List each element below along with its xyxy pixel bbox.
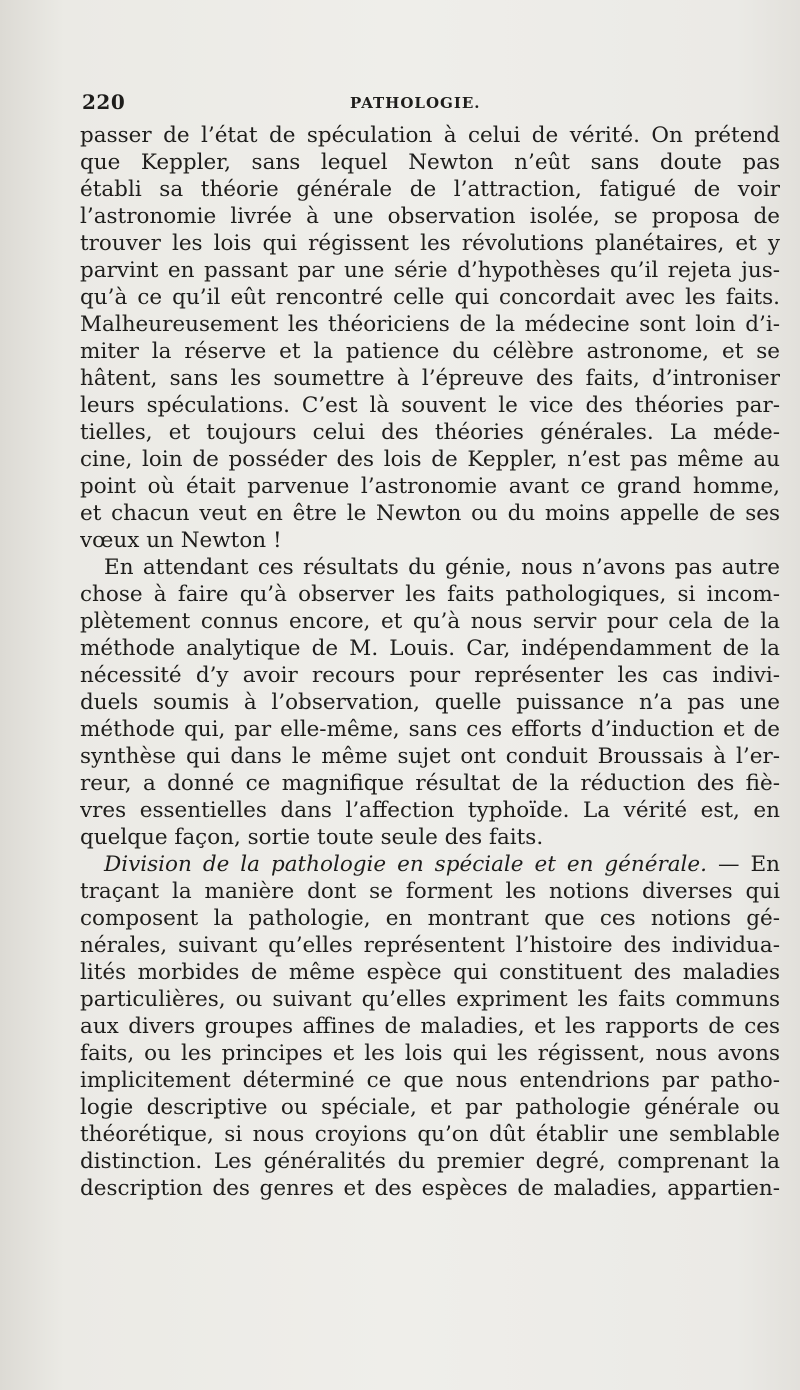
text-line: plètement connus encore, et qu’à nous servir pour cela de la (80, 609, 780, 634)
text-line: chose à faire qu’à observer les faits pathologiques, si incom- (80, 582, 780, 607)
text-line: particulières, ou suivant qu’elles expriment les faits communs (80, 987, 780, 1012)
text-line: quelque façon, sortie toute seule des faits. (80, 825, 544, 850)
text-line: En attendant ces résultats du génie, nous n’avons pas autre (104, 555, 780, 580)
running-head: PATHOLOGIE. (350, 94, 481, 112)
text-line: description des genres et des espèces de maladies, appartien- (80, 1176, 780, 1201)
text-line: tielles, et toujours celui des théories générales. La méde- (80, 420, 780, 445)
text-line: hâtent, sans les soumettre à l’épreuve des faits, d’introniser (80, 366, 780, 391)
text-line: distinction. Les généralités du premier degré, comprenant la (80, 1149, 780, 1174)
text-line: théorétique, si nous croyions qu’on dût établir une semblable (80, 1122, 780, 1147)
text-line: l’astronomie livrée à une observation isolée, se proposa de (80, 204, 780, 229)
text-line: composent la pathologie, en montrant que ces notions gé- (80, 906, 780, 931)
text-line: vœux un Newton ! (80, 528, 282, 553)
text-line: vres essentielles dans l’affection typhoïde. La vérité est, en (80, 798, 780, 823)
section-heading-line (80, 851, 780, 878)
text-line: point où était parvenue l’astronomie avant ce grand homme, (80, 474, 780, 499)
text-line: logie descriptive ou spéciale, et par pathologie générale ou (80, 1095, 780, 1120)
section-heading: Division de la pathologie en spéciale et en générale. (104, 852, 707, 877)
text-line: que Keppler, sans lequel Newton n’eût sans doute pas (80, 150, 780, 175)
text-line: aux divers groupes affines de maladies, et les rapports de ces (80, 1014, 780, 1039)
text-line: nérales, suivant qu’elles représentent l’histoire des individua- (80, 933, 780, 958)
page-number: 220 (82, 90, 126, 114)
text-line: reur, a donné ce magnifique résultat de la réduction des fiè- (80, 771, 780, 796)
text-line: miter la réserve et la patience du célèbre astronome, et se (80, 339, 780, 364)
text-line: nécessité d’y avoir recours pour représenter les cas indivi- (80, 663, 780, 688)
text-line: et chacun veut en être le Newton ou du moins appelle de ses (80, 501, 780, 526)
text-line: méthode qui, par elle-même, sans ces efforts d’induction et de (80, 717, 780, 742)
text-line: Malheureusement les théoriciens de la médecine sont loin d’i- (80, 312, 780, 337)
text-line: parvint en passant par une série d’hypothèses qu’il rejeta jus- (80, 258, 780, 283)
text-line: trouver les lois qui régissent les révolutions planétaires, et y (80, 231, 780, 256)
text-line: établi sa théorie générale de l’attraction, fatigué de voir (80, 177, 780, 202)
text-line: passer de l’état de spéculation à celui de vérité. On prétend (80, 123, 780, 148)
text-line: duels soumis à l’observation, quelle puissance n’a pas une (80, 690, 780, 715)
body-text (80, 122, 780, 1202)
text-line: implicitement déterminé ce que nous entendrions par patho- (80, 1068, 780, 1093)
text-line: méthode analytique de M. Louis. Car, indépendamment de la (80, 636, 780, 661)
text-line: lités morbides de même espèce qui constituent des maladies (80, 960, 780, 985)
text-line: leurs spéculations. C’est là souvent le vice des théories par- (80, 393, 780, 418)
text-line: faits, ou les principes et les lois qui les régissent, nous avons (80, 1041, 780, 1066)
text-line: traçant la manière dont se forment les notions diverses qui (80, 879, 780, 904)
page-header (82, 90, 782, 118)
text-line: cine, loin de posséder des lois de Keppler, n’est pas même au (80, 447, 780, 472)
text-line: synthèse qui dans le même sujet ont conduit Broussais à l’er- (80, 744, 780, 769)
text-line: qu’à ce qu’il eût rencontré celle qui concordait avec les faits. (80, 285, 780, 310)
section-heading-continuation: — En (706, 852, 780, 877)
